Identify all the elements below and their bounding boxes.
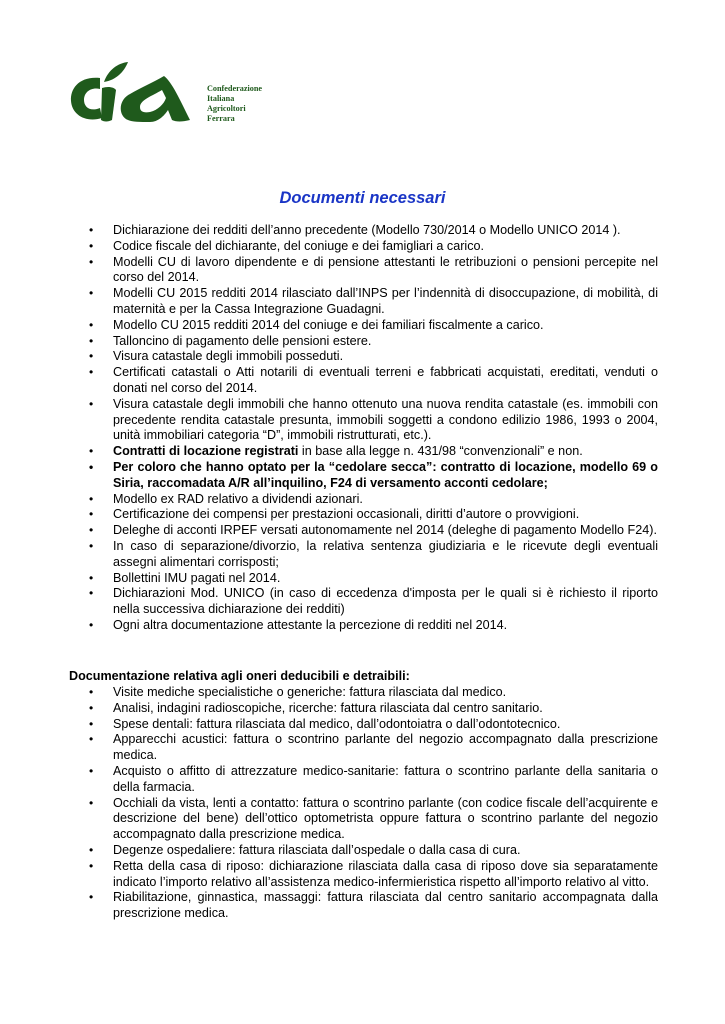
list-item xyxy=(88,507,658,523)
list-item-text: Modelli CU 2015 redditi 2014 rilasciato dall’INPS per l’indennità di disoccupazione, di mobilità, di maternità e per la Cassa Integrazione Guadagni. xyxy=(113,286,658,316)
list-item: • Retta della casa di riposo: dichiarazione rilasciata dalla casa di riposo dove sia separatamente indicato l’importo relativo all’assistenza medico-infermieristica rispetto all’importo relativo al vitto. xyxy=(88,859,658,891)
list-item-text: Certificati catastali o Atti notarili di eventuali terreni e fabbricati acquistati, ereditati, venduti o donati nel corso del 2014. xyxy=(113,365,658,395)
list-item xyxy=(88,365,658,397)
list-item xyxy=(88,586,658,618)
list-item-text: Visura catastale degli immobili che hanno ottenuto una nuova rendita catastale (es. immobili con precedente rendita catastale presunta, immobili soggetti a condono edilizio 1986, 1993 o 2004, unità immobiliari categoria “D”, immobili ristrutturati, etc.). xyxy=(113,396,658,443)
list-item-text: Talloncino di pagamento delle pensioni estere. xyxy=(113,333,372,348)
list-item-text: Modello ex RAD relativo a dividendi azionari. xyxy=(113,491,363,506)
list-item-text: Dichiarazione dei redditi dell’anno precedente (Modello 730/2014 o Modello UNICO 2014 ). xyxy=(113,223,621,237)
list-item xyxy=(88,523,658,539)
logo-line: Ferrara xyxy=(207,114,235,123)
list-item: • Spese dentali: fattura rilasciata dal medico, dall’odontoiatra o dall’odontotecnico. xyxy=(88,717,658,733)
list-item xyxy=(88,239,658,255)
page-title: Documenti necessari xyxy=(279,189,446,207)
list-item xyxy=(88,397,658,444)
list-item: • Riabilitazione, ginnastica, massaggi: fattura rilasciata dal centro sanitario accompagnata dalla prescrizione medica. xyxy=(88,890,658,922)
list-item-text: Dichiarazioni Mod. UNICO (in caso di eccedenza d'imposta per le quali si è richiesto il riporto nella successiva dichiarazione dei redditi) xyxy=(113,586,658,617)
list-item: • Visite mediche specialistiche o generiche: fattura rilasciata dal medico. xyxy=(88,685,658,701)
list-item xyxy=(88,539,658,571)
list-item-text: Deleghe di acconti IRPEF versati autonomamente nel 2014 (deleghe di pagamento Modello F24). xyxy=(113,523,657,538)
list-item xyxy=(88,618,658,634)
list-item xyxy=(88,492,658,508)
logo-line: Confederazione xyxy=(207,84,263,93)
list-item xyxy=(88,571,658,587)
list-item xyxy=(88,286,658,318)
documents-list xyxy=(88,223,658,634)
list-item-text: in base alla legge n. 431/98 “convenzionali” e non. xyxy=(298,444,583,459)
cia-logo-mark xyxy=(68,60,200,130)
list-item-text: Modello CU 2015 redditi 2014 del coniuge e dei familiari fiscalmente a carico. xyxy=(113,317,544,332)
list-item xyxy=(88,255,658,287)
list-item xyxy=(88,223,658,239)
list-item xyxy=(88,349,658,365)
list-item-text: Modelli CU di lavoro dipendente e di pensione attestanti le retribuzioni o pensioni percepite nel corso del 2014. xyxy=(113,254,658,285)
list-item-bold: Contratti di locazione registrati xyxy=(113,444,299,459)
list-item-text: Visura catastale degli immobili posseduti. xyxy=(113,349,344,364)
list-item-text: In caso di separazione/divorzio, la relativa sentenza giudiziaria e le ricevute degli eventuali assegni alimentari corrisposti; xyxy=(113,538,658,569)
list-item: • Occhiali da vista, lenti a contatto: fattura o scontrino parlante (con codice fiscale dell’acquirente e descrizione del bene) dell’ottico optometrista oppure fattura o scontrino parlante del negozio accompagnato dalla prescrizione medica. xyxy=(88,796,658,843)
list-item: • Apparecchi acustici: fattura o scontrino parlante del negozio accompagnato dalla prescrizione medica. xyxy=(88,732,658,764)
logo-text xyxy=(207,84,262,124)
list-item xyxy=(88,460,658,492)
list-item: • Degenze ospedaliere: fattura rilasciata dall’ospedale o dalla casa di cura. xyxy=(88,843,658,859)
list-item-text: Per coloro che hanno optato per la “cedolare secca”: contratto di locazione, modello 69 o Siria, raccomadata A/R all’inquilino, F24 di versamento acconti cedolare; xyxy=(113,459,658,490)
list-item xyxy=(88,318,658,334)
logo-line: Agricoltori xyxy=(207,104,246,113)
list-item-text: Ogni altra documentazione attestante la percezione di redditi nel 2014. xyxy=(113,617,508,632)
section-heading: Documentazione relativa agli oneri deducibili e detraibili: xyxy=(69,669,410,683)
list-item xyxy=(88,334,658,350)
deductions-list xyxy=(88,685,658,922)
cia-logo xyxy=(68,60,278,130)
logo-line: Italiana xyxy=(207,94,235,103)
list-item: • Analisi, indagini radioscopiche, ricerche: fattura rilasciata dal centro sanitario. xyxy=(88,701,658,717)
list-item xyxy=(88,444,658,460)
list-item-text: Codice fiscale del dichiarante, del coniuge e dei famigliari a carico. xyxy=(113,238,485,253)
list-item-text: Bollettini IMU pagati nel 2014. xyxy=(113,570,281,585)
list-item-text: Certificazione dei compensi per prestazioni occasionali, diritti d’autore o provvigioni. xyxy=(113,507,580,522)
list-item: • Acquisto o affitto di attrezzature medico-sanitarie: fattura o scontrino parlante della sanitaria o della farmacia. xyxy=(88,764,658,796)
